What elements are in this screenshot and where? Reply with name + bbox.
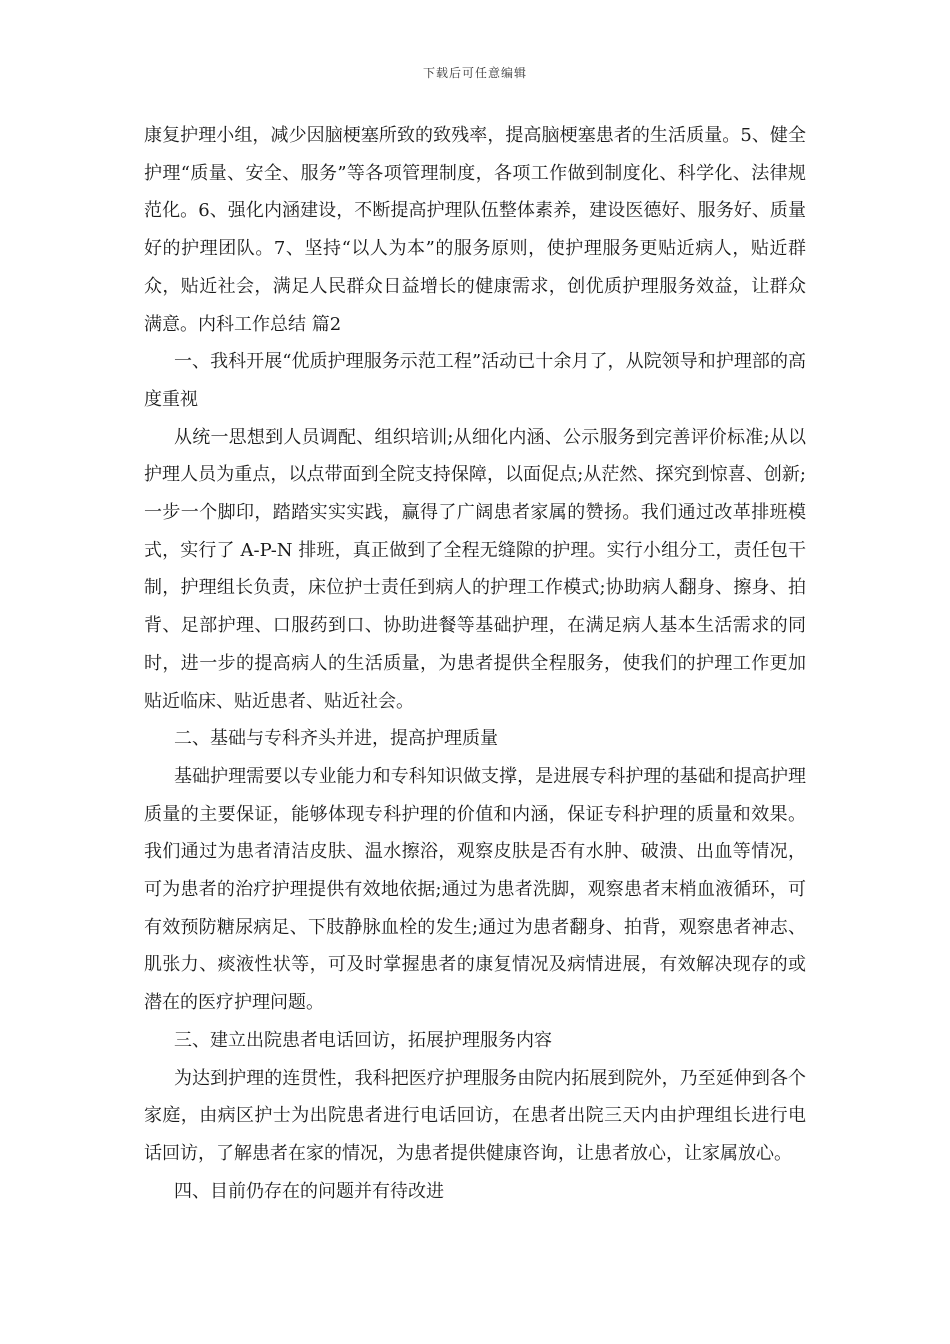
page-header: 下载后可任意编辑 (422, 66, 527, 80)
document-body (144, 117, 806, 1210)
section-heading-1: 一、我科开展“优质护理服务示范工程”活动已十余月了，从院领导和护理部的高度重视 (144, 351, 806, 410)
section-heading-2: 二、基础与专科齐头并进，提高护理质量 (174, 728, 498, 750)
section-heading-3: 三、建立出院患者电话回访，拓展护理服务内容 (174, 1029, 552, 1051)
section-heading-4: 四、目前仍存在的问题并有待改进 (174, 1180, 444, 1202)
paragraph-section-2-body: 基础护理需要以专业能力和专科知识做支撑，是进展专科护理的基础和提高护理质量的主要保证，能够体现专科护理的价值和内涵，保证专科护理的质量和效果。我们通过为患者清洁皮肤、温水擦浴，观察皮肤是否有水肿、破溃、出血等情况，可为患者的治疗护理提供有效地依据;通过为患者洗脚，观察患者末梢血液循环，可有效预防糖尿病足、下肢静脉血栓的发生;通过为患者翻身、拍背，观察患者神志、肌张力、痰液性状等，可及时掌握患者的康复情况及病情进展，有效解决现存的或潜在的医疗护理问题。 (144, 765, 806, 1014)
paragraph-section-1-body: 从统一思想到人员调配、组织培训;从细化内涵、公示服务到完善评价标准;从以护理人员为重点，以点带面到全院支持保障，以面促点;从茫然、探究到惊喜、创新;一步一个脚印，踏踏实实实践，赢得了广阔患者家属的赞扬。我们通过改革排班模式，实行了 A-P-N 排班，真正做到了全程无缝隙的护理。实行小组分工，责任包干制，护理组长负责，床位护士责任到病人的护理工作模式;协助病人翻身、擦身、拍背、足部护理、口服药到口、协助进餐等基础护理，在满足病人基本生活需求的同时，进一步的提高病人的生活质量，为患者提供全程服务，使我们的护理工作更加贴近临床、贴近患者、贴近社会。 (144, 426, 806, 712)
paragraph-continuation: 康复护理小组，减少因脑梗塞所致的致残率，提高脑梗塞患者的生活质量。5、健全护理“质量、安全、服务”等各项管理制度，各项工作做到制度化、科学化、法律规范化。6、强化内涵建设，不断提高护理队伍整体素养，建设医德好、服务好、质量好的护理团队。7、坚持“以人为本”的服务原则，使护理服务更贴近病人，贴近群众，贴近社会，满足人民群众日益增长的健康需求，创优质护理服务效益，让群众满意。内科工作总结 篇2 (144, 125, 806, 335)
paragraph-section-3-body: 为达到护理的连贯性，我科把医疗护理服务由院内拓展到院外，乃至延伸到各个家庭，由病区护士为出院患者进行电话回访，在患者出院三天内由护理组长进行电话回访，了解患者在家的情况，为患者提供健康咨询，让患者放心，让家属放心。 (144, 1067, 806, 1164)
